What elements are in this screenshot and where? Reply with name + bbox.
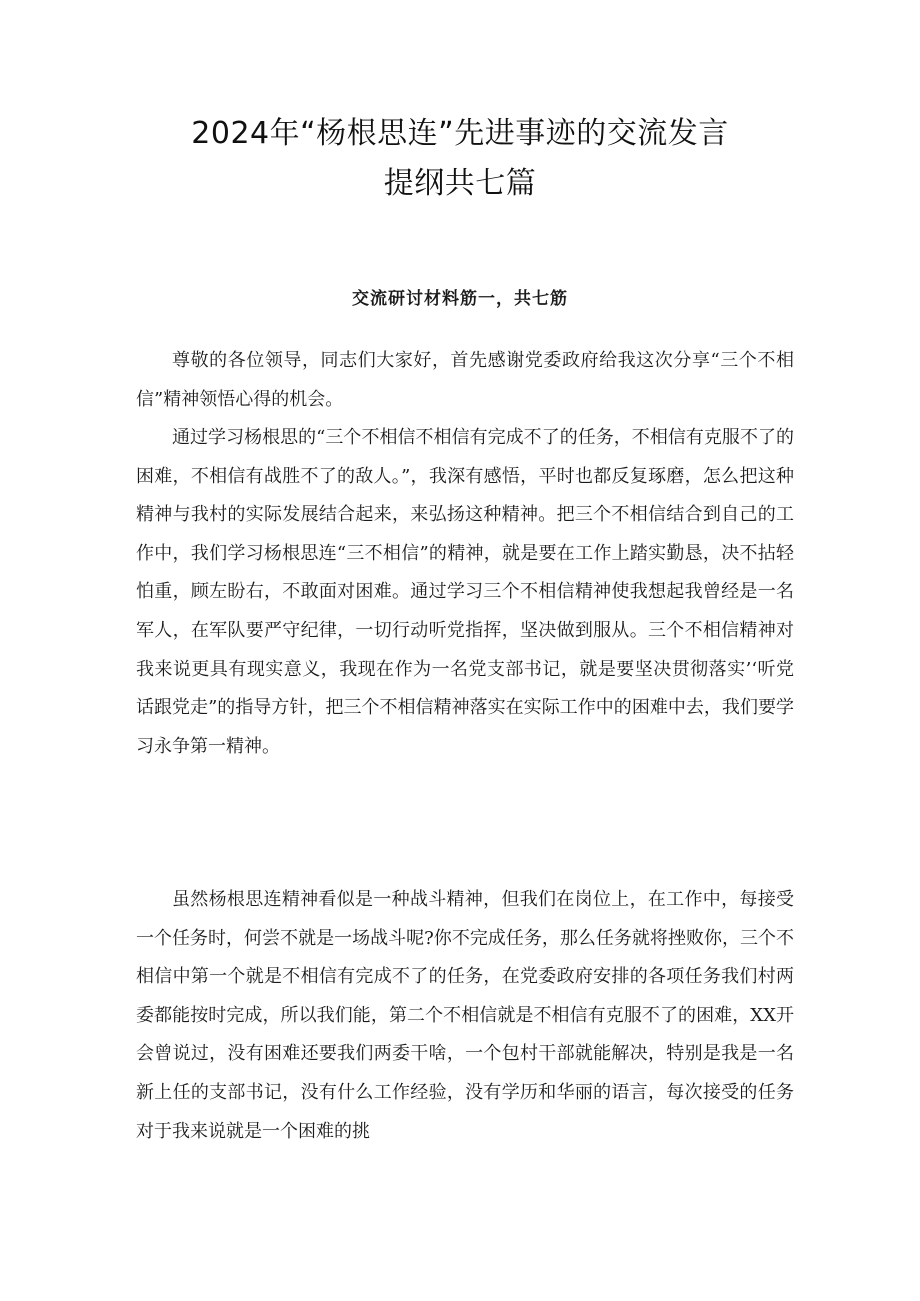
section-heading: 交流研讨材料筋一，共七筋 bbox=[352, 289, 568, 309]
document-title-line-2: 提纲共七篇 bbox=[383, 166, 537, 201]
document-title-line-1: 2024年“杨根思连”先进事迹的交流发言 bbox=[191, 116, 729, 151]
paragraph-1: 尊敬的各位领导，同志们大家好，首先感谢党委政府给我这次分享“三个不相信”精神领悟心得的机会。 bbox=[136, 350, 794, 410]
paragraph-2: 通过学习杨根思的“三个不相信不相信有完成不了的任务，不相信有克服不了的困难，不相信有战胜不了的敌人。”，我深有感悟，平时也都反复琢磨，怎么把这种精神与我村的实际发展结合起来，来弘扬这种精神。把三个不相信结合到自己的工作中，我们学习杨根思连“三不相信”的精神，就是要在工作上踏实勤恳，决不拈轻怕重，顾左盼右，不敢面对困难。通过学习三个不相信精神使我想起我曾经是一名军人，在军队要严守纪律，一切行动听党指挥，坚决做到服从。三个不相信精神对我来说更具有现实意义，我现在作为一名党支部书记，就是要坚决贯彻落实’‘听党话跟党走”的指导方针，把三个不相信精神落实在实际工作中的困难中去，我们要学习永争第一精神。 bbox=[136, 427, 794, 757]
paragraph-3: 虽然杨根思连精神看似是一种战斗精神，但我们在岗位上，在工作中，每接受一个任务时，何尝不就是一场战斗呢?你不完成任务，那么任务就将挫败你，三个不相信中第一个就是不相信有完成不了的任务，在党委政府安排的各项任务我们村两委都能按时完成，所以我们能，第二个不相信就是不相信有克服不了的困难，XX开会曾说过，没有困难还要我们两委干啥，一个包村干部就能解决，特别是我是一名新上任的支部书记，没有什么工作经验，没有学历和华丽的语言，每次接受的任务对于我来说就是一个困难的挑 bbox=[136, 889, 794, 1142]
